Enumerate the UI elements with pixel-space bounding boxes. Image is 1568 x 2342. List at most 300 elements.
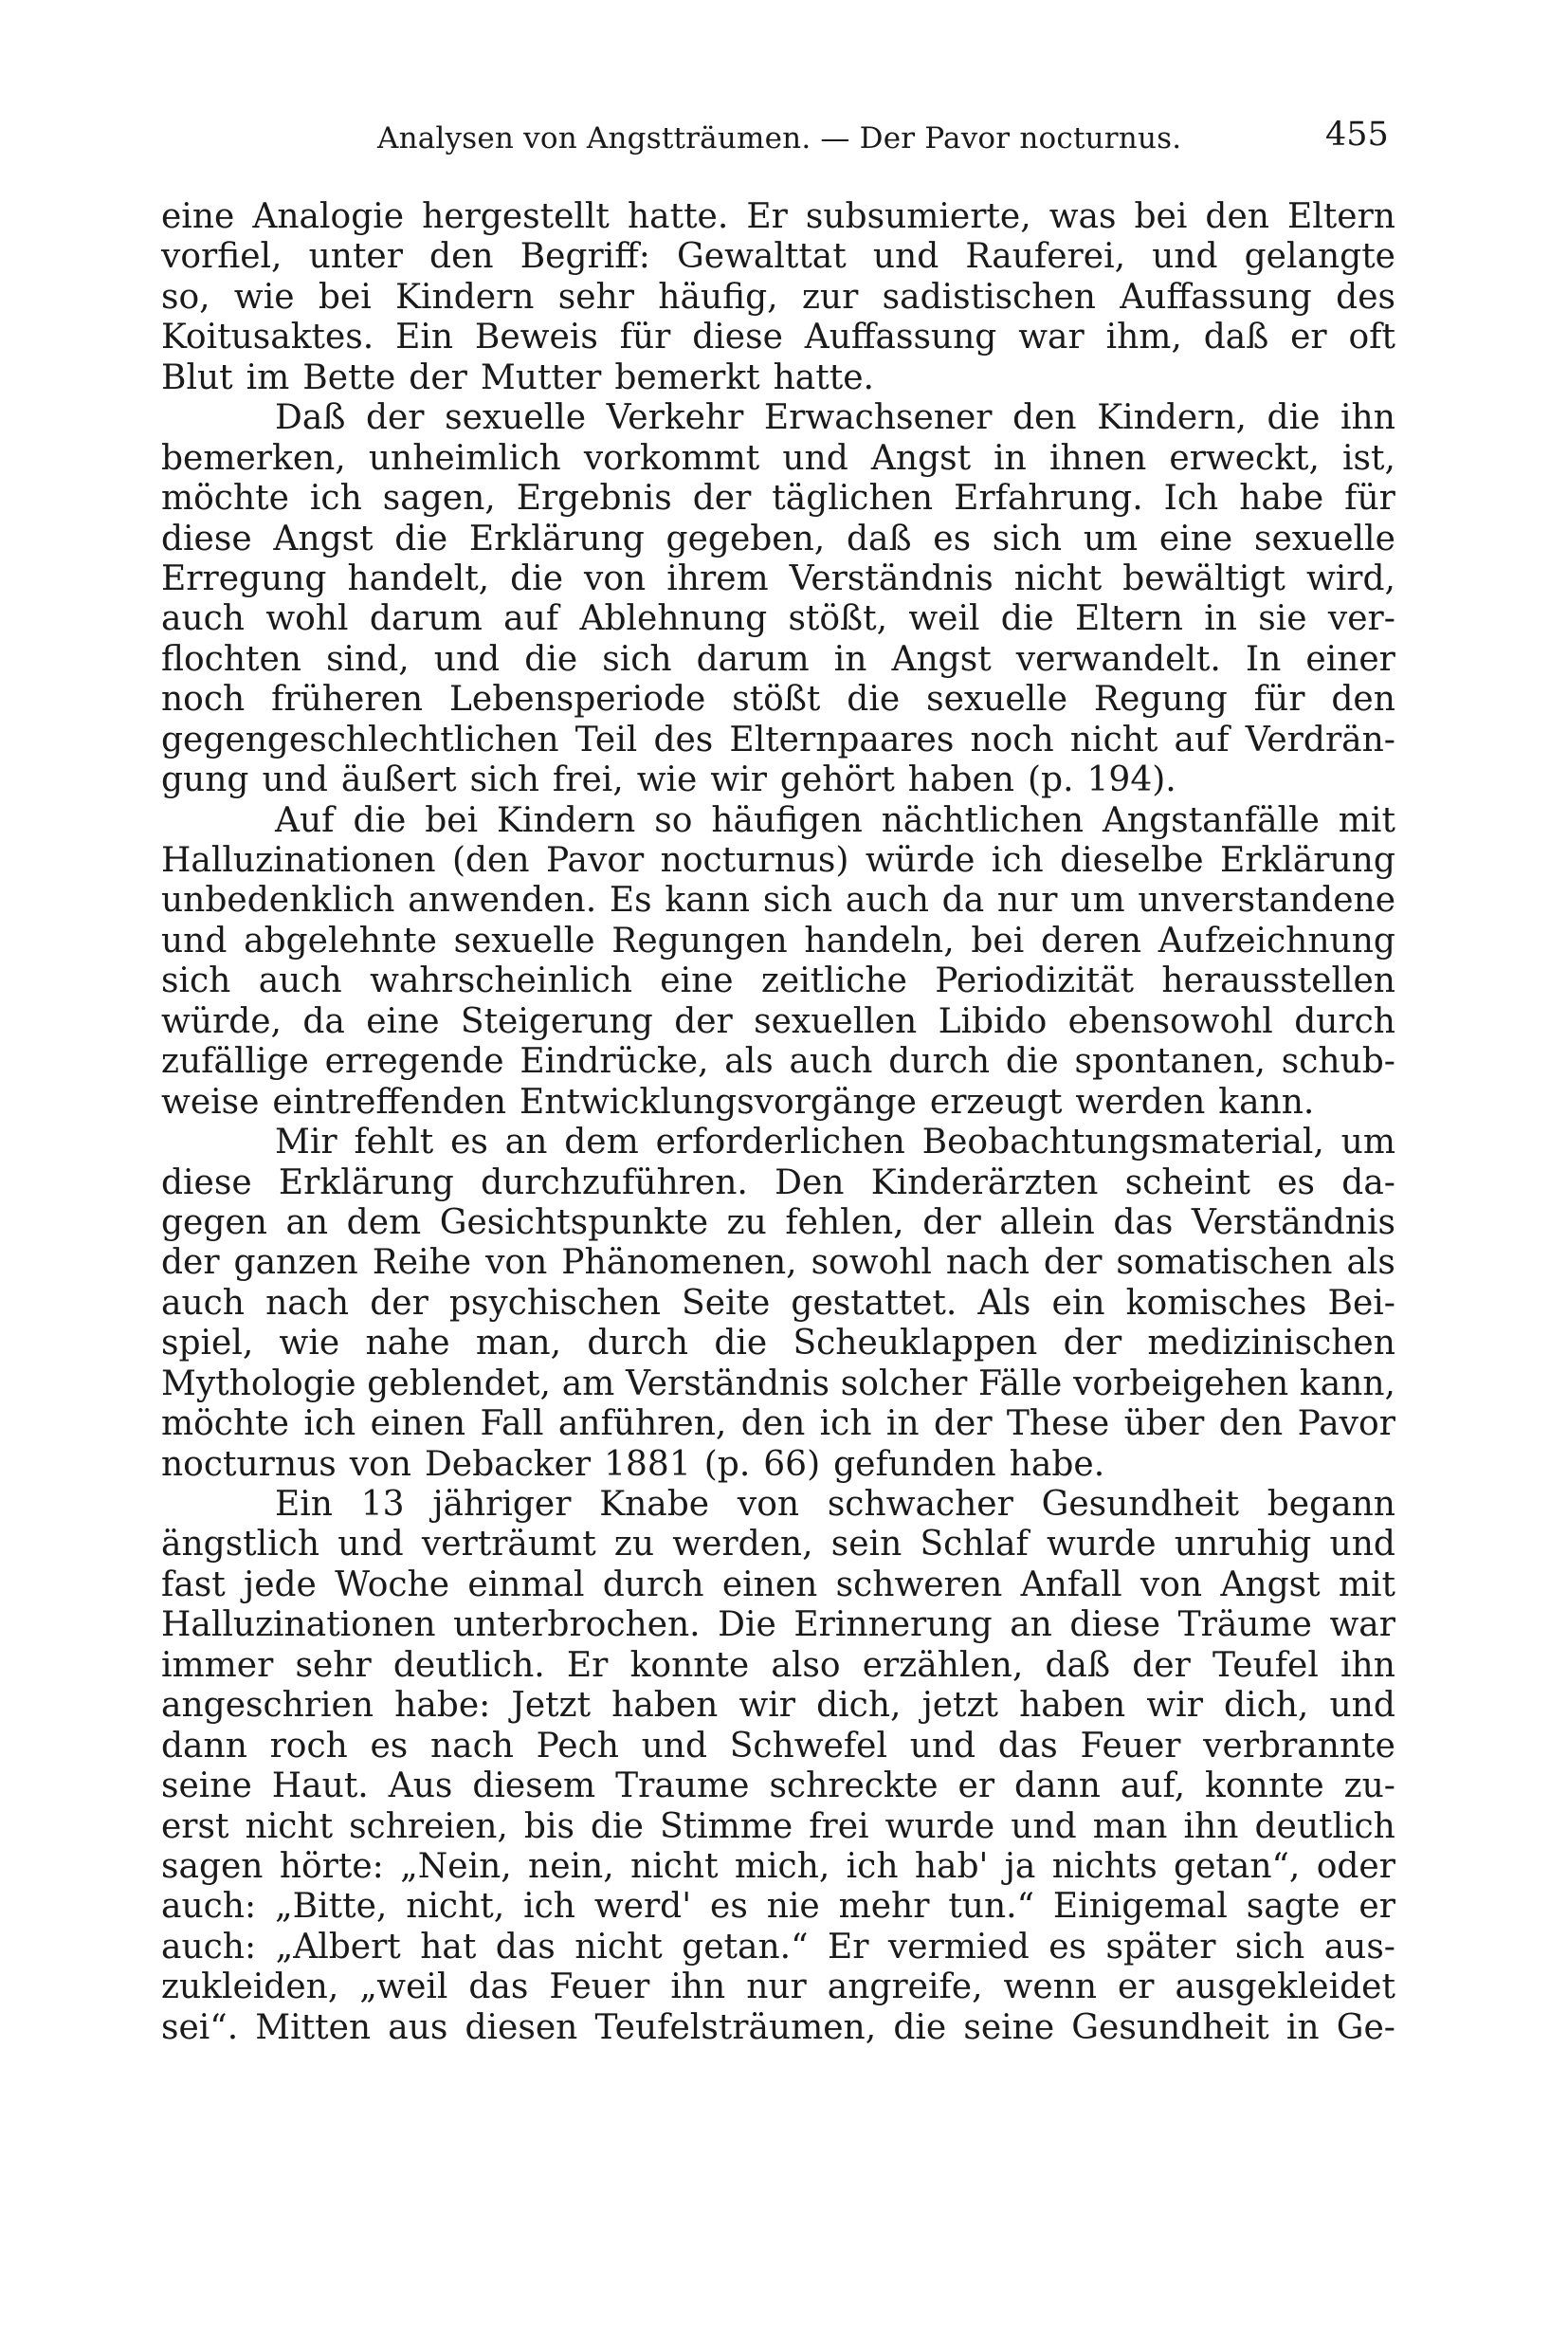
word: Elternpaares bbox=[729, 720, 955, 759]
word: den bbox=[740, 1404, 806, 1444]
word: Auf bbox=[275, 800, 335, 840]
word: habe: bbox=[394, 1686, 491, 1726]
word: durch bbox=[587, 1324, 689, 1363]
word: ver- bbox=[1327, 599, 1395, 639]
running-title: Analysen von Angstträumen. — Der Pavor nocturnus. bbox=[377, 121, 1182, 156]
word: Ge- bbox=[1336, 2007, 1395, 2047]
word: gung bbox=[161, 760, 249, 800]
word: also bbox=[771, 1645, 841, 1685]
word: frei bbox=[809, 1806, 869, 1846]
word: zufällige bbox=[161, 1042, 309, 1082]
word: Ich bbox=[1163, 479, 1219, 519]
word: bei bbox=[425, 800, 479, 840]
text-line bbox=[161, 599, 1395, 639]
word: Seite bbox=[682, 1283, 771, 1323]
word: möchte bbox=[161, 1404, 289, 1444]
word: bemerkt bbox=[614, 357, 760, 397]
word: hat bbox=[420, 1927, 477, 1967]
word: nach bbox=[429, 1726, 514, 1766]
word: Reihe bbox=[372, 1243, 472, 1283]
text-line bbox=[161, 1324, 1395, 1363]
word: da bbox=[941, 881, 985, 921]
word: hab' bbox=[914, 1846, 989, 1886]
word: der bbox=[370, 1283, 428, 1323]
word: seine bbox=[161, 1766, 252, 1806]
word: erzählen, bbox=[862, 1645, 1024, 1685]
word: verträumt bbox=[421, 1525, 596, 1564]
word: Schwefel bbox=[729, 1726, 887, 1766]
word: sagen bbox=[161, 1846, 264, 1886]
word: Er bbox=[827, 1927, 869, 1967]
text-line bbox=[161, 640, 1395, 680]
word: seine bbox=[963, 2007, 1055, 2047]
word: wahrscheinlich bbox=[370, 961, 632, 1001]
word: diese bbox=[692, 318, 783, 357]
word: wie bbox=[233, 277, 295, 317]
word: sind, bbox=[326, 639, 410, 679]
word: mit bbox=[1338, 800, 1395, 840]
word: die bbox=[1005, 1042, 1059, 1082]
word: kann, bbox=[1299, 1363, 1395, 1403]
word: es bbox=[1277, 1162, 1316, 1202]
word: deutlich bbox=[1254, 1806, 1395, 1846]
word: tun.“ bbox=[948, 1887, 1035, 1927]
word: Traume bbox=[615, 1766, 750, 1806]
word: nicht bbox=[1069, 720, 1158, 759]
word: der bbox=[409, 357, 467, 397]
word: noch bbox=[970, 720, 1054, 759]
text-line bbox=[161, 318, 1395, 357]
word: jetzt bbox=[921, 1686, 998, 1726]
word: Teufelsträumen, bbox=[594, 2007, 877, 2047]
word: Entwicklungsvorgänge bbox=[520, 1082, 917, 1122]
word: der bbox=[161, 1243, 220, 1283]
word: 194). bbox=[1086, 760, 1176, 800]
word: Teufel bbox=[1212, 1645, 1319, 1685]
word: in bbox=[1204, 599, 1237, 639]
word: angeschrien bbox=[161, 1686, 374, 1726]
page-number: 455 bbox=[1325, 116, 1389, 154]
word: wir bbox=[710, 760, 767, 800]
word: Jetzt bbox=[511, 1686, 592, 1726]
word: nach bbox=[945, 1243, 1030, 1283]
text-line bbox=[161, 841, 1395, 881]
word: weise bbox=[161, 1082, 260, 1122]
word: täglichen bbox=[772, 479, 934, 519]
word: die bbox=[893, 2007, 947, 2047]
word: unverstandene bbox=[1138, 881, 1395, 921]
word: nichts bbox=[1051, 1846, 1158, 1886]
word: ausgekleidet bbox=[1175, 1967, 1395, 2007]
word: sei“. bbox=[161, 2007, 239, 2047]
word: Erinnerung bbox=[793, 1605, 993, 1645]
word: ihm, bbox=[1105, 318, 1182, 357]
word: der bbox=[922, 1202, 981, 1242]
text-line bbox=[161, 1565, 1395, 1605]
word: häufigen bbox=[711, 800, 863, 840]
word: hörte: bbox=[279, 1846, 384, 1886]
text-line bbox=[161, 1243, 1395, 1283]
word: des bbox=[1336, 277, 1395, 317]
word: Angst bbox=[870, 438, 972, 478]
word: der bbox=[933, 1404, 993, 1444]
word: auch bbox=[161, 1283, 245, 1323]
word: einen bbox=[721, 1564, 818, 1604]
word: nein, bbox=[528, 1846, 614, 1886]
word: gegengeschlechtlichen bbox=[161, 720, 559, 759]
word: er bbox=[1290, 318, 1327, 357]
word: die bbox=[524, 639, 578, 679]
word: und bbox=[1011, 1806, 1077, 1846]
word: angreife, bbox=[827, 1967, 983, 2007]
word: haben bbox=[611, 1686, 719, 1726]
word: stößt, bbox=[788, 599, 888, 639]
word: sich bbox=[602, 639, 672, 679]
word: ganzen bbox=[233, 1243, 358, 1283]
text-line bbox=[161, 922, 1395, 961]
word: Beweis bbox=[474, 318, 598, 357]
text-line bbox=[161, 1967, 1395, 2007]
text-line bbox=[161, 961, 1395, 1001]
word: dieselbe bbox=[1060, 841, 1204, 880]
word: in bbox=[833, 639, 867, 679]
word: durch bbox=[1294, 1001, 1395, 1041]
word: 66) bbox=[763, 1444, 821, 1484]
word: schweren bbox=[835, 1564, 1003, 1604]
word: war bbox=[1018, 318, 1085, 357]
word: darum bbox=[369, 599, 483, 639]
word: Ein bbox=[275, 1485, 333, 1524]
word: Als bbox=[977, 1283, 1031, 1323]
word: jähriger bbox=[432, 1485, 572, 1524]
word: nicht bbox=[1013, 558, 1103, 598]
word: erzeugt bbox=[929, 1082, 1063, 1122]
text-line bbox=[161, 2008, 1395, 2048]
word: von bbox=[584, 558, 647, 598]
word: des bbox=[653, 720, 714, 759]
word: haben bbox=[907, 760, 1014, 800]
word: sich bbox=[469, 760, 539, 800]
word: Mythologie bbox=[161, 1363, 356, 1403]
word: mit bbox=[1338, 1564, 1395, 1604]
word: subsumierte, bbox=[805, 197, 1031, 236]
word: wurde bbox=[1047, 1525, 1157, 1564]
word: Koitusaktes. bbox=[161, 318, 374, 357]
word: medizinischen bbox=[1147, 1324, 1395, 1363]
word: von bbox=[485, 1243, 548, 1283]
word: unruhig bbox=[1174, 1525, 1312, 1564]
word: Teil bbox=[574, 720, 638, 759]
word: Verdrän- bbox=[1245, 720, 1395, 759]
word: werden, bbox=[672, 1525, 813, 1564]
word: als bbox=[1346, 1243, 1395, 1283]
word: zur bbox=[801, 277, 859, 317]
word: ich bbox=[819, 1404, 872, 1444]
text-line bbox=[161, 439, 1395, 479]
word: auf, bbox=[1120, 1766, 1186, 1806]
text-line bbox=[161, 1847, 1395, 1887]
word: und bbox=[641, 1726, 708, 1766]
word: diesem bbox=[472, 1766, 596, 1806]
text-line bbox=[161, 1083, 1395, 1123]
word: den bbox=[429, 237, 494, 277]
word: nocturnus) bbox=[660, 841, 849, 880]
word: spiel, bbox=[161, 1324, 254, 1363]
word: erforderlichen bbox=[655, 1123, 905, 1162]
word: über bbox=[1123, 1404, 1205, 1444]
word: Halluzinationen bbox=[161, 841, 436, 880]
text-line bbox=[161, 1203, 1395, 1243]
word: diese bbox=[161, 1162, 252, 1202]
word: unbedenklich bbox=[161, 881, 395, 921]
word: den bbox=[1205, 197, 1269, 236]
word: gegen bbox=[161, 1202, 267, 1242]
word: Begriff: bbox=[520, 237, 650, 277]
word: Erwachsener bbox=[763, 398, 993, 438]
text-line bbox=[161, 278, 1395, 318]
word: Knabe bbox=[599, 1485, 710, 1524]
word: es bbox=[450, 1123, 488, 1162]
word: nicht bbox=[574, 1927, 663, 1967]
word: die bbox=[591, 1806, 644, 1846]
word: ich bbox=[303, 1404, 356, 1444]
word: schub- bbox=[1281, 1042, 1395, 1082]
word: auf bbox=[503, 599, 559, 639]
word: unter bbox=[308, 237, 403, 277]
word: habe bbox=[1239, 479, 1324, 519]
text-line bbox=[161, 1807, 1395, 1847]
word: so bbox=[654, 800, 693, 840]
word: wohl bbox=[265, 599, 349, 639]
word: spontanen, bbox=[1074, 1042, 1266, 1082]
word: nicht bbox=[245, 1806, 334, 1846]
word: und bbox=[1152, 237, 1218, 277]
text-line bbox=[161, 721, 1395, 760]
word: deutlich. bbox=[392, 1645, 545, 1685]
text-line bbox=[161, 1766, 1395, 1806]
word: Woche bbox=[335, 1564, 450, 1604]
word: Scheuklappen bbox=[793, 1324, 1038, 1363]
word: konnte bbox=[629, 1645, 750, 1685]
word: bewältigt bbox=[1122, 558, 1285, 598]
word: zu bbox=[613, 1525, 655, 1564]
word: Kindern, bbox=[1097, 398, 1247, 438]
word: den bbox=[1331, 680, 1395, 720]
word: einen bbox=[370, 1404, 466, 1444]
word: begann bbox=[1267, 1485, 1395, 1524]
word: habe. bbox=[1009, 1444, 1105, 1484]
word: verbrannte bbox=[1203, 1726, 1395, 1766]
word: bei bbox=[318, 277, 372, 317]
word: abgelehnte bbox=[244, 921, 437, 961]
word: das bbox=[997, 1726, 1058, 1766]
word: einer bbox=[1305, 639, 1395, 679]
word: wir bbox=[1146, 1686, 1203, 1726]
text-line bbox=[161, 1284, 1395, 1324]
word: handelt, bbox=[347, 558, 490, 598]
word: auch bbox=[845, 881, 929, 921]
word: für bbox=[1344, 479, 1395, 519]
word: Daß bbox=[275, 398, 346, 438]
word: Lebensperiode bbox=[448, 680, 706, 720]
word: konnte bbox=[1205, 1766, 1324, 1806]
word: getan.“ bbox=[682, 1927, 809, 1967]
word: Blut bbox=[161, 357, 233, 397]
word: Einigemal bbox=[1052, 1887, 1228, 1927]
word: Gesundheit bbox=[1041, 1485, 1239, 1524]
word: Pech bbox=[536, 1726, 619, 1766]
word: im bbox=[246, 357, 290, 397]
word: ihrem bbox=[666, 558, 769, 598]
text-line bbox=[161, 1002, 1395, 1042]
word: These bbox=[1006, 1404, 1110, 1444]
word: an bbox=[1010, 1605, 1052, 1645]
word: Pavor bbox=[1297, 1404, 1395, 1444]
word: sagen, bbox=[382, 479, 496, 519]
word: eine bbox=[366, 1001, 440, 1041]
word: Beobachtungsmaterial, bbox=[921, 1123, 1324, 1162]
word: die bbox=[847, 680, 901, 720]
word: wie bbox=[636, 760, 698, 800]
word: als bbox=[724, 1042, 774, 1082]
word: Eltern bbox=[1287, 197, 1395, 236]
word: früheren bbox=[271, 680, 424, 720]
word: Aufzeichnung bbox=[1158, 921, 1395, 961]
word: Aus bbox=[388, 1766, 453, 1806]
word: scheint bbox=[1124, 1162, 1250, 1202]
word: das bbox=[468, 1967, 529, 2007]
word: ich bbox=[846, 1846, 899, 1886]
word: dem bbox=[346, 1202, 422, 1242]
word: gegeben, bbox=[665, 519, 826, 558]
word: das bbox=[495, 1927, 556, 1967]
word: gehört bbox=[779, 760, 895, 800]
word: unheimlich bbox=[368, 438, 561, 478]
word: zeitliche bbox=[760, 961, 907, 1001]
word: Phänomenen, bbox=[561, 1243, 797, 1283]
word: der bbox=[1043, 1243, 1103, 1283]
word: ich bbox=[523, 1887, 575, 1927]
word: zukleiden, bbox=[161, 1967, 339, 2007]
word: hergestellt bbox=[422, 197, 610, 236]
text-line bbox=[161, 1525, 1395, 1564]
word: ist, bbox=[1342, 438, 1395, 478]
word: äußert bbox=[340, 760, 457, 800]
text-line bbox=[161, 1887, 1395, 1927]
word: sadistischen bbox=[882, 277, 1096, 317]
word: wird, bbox=[1305, 558, 1395, 598]
word: war bbox=[1329, 1605, 1395, 1645]
word: Feuer bbox=[549, 1967, 650, 2007]
text-line bbox=[161, 559, 1395, 599]
word: und bbox=[161, 921, 228, 961]
word: schreckte bbox=[769, 1766, 939, 1806]
word: so, bbox=[161, 277, 210, 317]
word: schwacher bbox=[827, 1485, 1013, 1524]
word: die bbox=[1267, 398, 1321, 438]
word: und bbox=[337, 1525, 404, 1564]
word: möchte bbox=[161, 479, 289, 519]
word: die bbox=[1000, 599, 1054, 639]
word: fehlt bbox=[354, 1123, 434, 1162]
word: Bette bbox=[302, 357, 396, 397]
word: einmal bbox=[467, 1564, 585, 1604]
word: vermied bbox=[887, 1927, 1030, 1967]
word: sexuelle bbox=[1253, 519, 1395, 558]
word: man bbox=[1092, 1806, 1168, 1846]
word: Angst bbox=[1220, 1564, 1321, 1604]
word: dich, bbox=[1224, 1686, 1309, 1726]
word: ihn bbox=[1340, 398, 1395, 438]
word: weil bbox=[908, 599, 980, 639]
body-text bbox=[161, 197, 1395, 2048]
word: nocturnus bbox=[161, 1444, 337, 1484]
word: ihn bbox=[1340, 1645, 1395, 1685]
word: kann. bbox=[1218, 1082, 1315, 1122]
word: wurde bbox=[884, 1806, 995, 1846]
word: geblendet, bbox=[367, 1363, 551, 1403]
word: von bbox=[349, 1444, 411, 1484]
word: Kinderärzten bbox=[870, 1162, 1099, 1202]
word: psychischen bbox=[448, 1283, 661, 1323]
text-line bbox=[161, 1928, 1395, 1967]
word: sich bbox=[161, 961, 231, 1001]
word: Anfall bbox=[1020, 1564, 1122, 1604]
word: gefunden bbox=[833, 1444, 996, 1484]
word: mehr bbox=[838, 1887, 930, 1927]
text-line bbox=[161, 237, 1395, 277]
word: Regung bbox=[1093, 680, 1228, 720]
word: Mutter bbox=[480, 357, 602, 397]
word: anwenden. bbox=[408, 881, 597, 921]
word: er bbox=[1358, 1887, 1395, 1927]
text-line bbox=[161, 801, 1395, 841]
word: er bbox=[1117, 1967, 1155, 2007]
word: verwandelt. bbox=[1015, 639, 1221, 679]
word: dich, bbox=[816, 1686, 902, 1726]
word: Ein bbox=[395, 318, 454, 357]
text-line bbox=[161, 1042, 1395, 1082]
word: daß bbox=[846, 519, 912, 558]
word: Verständnis bbox=[1191, 1202, 1395, 1242]
word: ein bbox=[1051, 1283, 1105, 1323]
word: sich bbox=[992, 519, 1063, 558]
word: nie bbox=[766, 1887, 820, 1927]
word: auf bbox=[1174, 720, 1230, 759]
word: die bbox=[353, 800, 407, 840]
text-line bbox=[161, 520, 1395, 559]
word: ebensowohl bbox=[1067, 1001, 1273, 1041]
word: ich bbox=[991, 841, 1044, 880]
word: dann bbox=[161, 1726, 247, 1766]
word: Angst bbox=[891, 639, 992, 679]
word: durch bbox=[888, 1042, 991, 1082]
word: wir bbox=[738, 1686, 795, 1726]
word: Gewalttat bbox=[677, 237, 847, 277]
word: nicht bbox=[630, 1846, 719, 1886]
word: und bbox=[262, 760, 328, 800]
word: auch bbox=[161, 599, 245, 639]
word: Kindern bbox=[497, 800, 636, 840]
word: sexuelle bbox=[453, 921, 595, 961]
text-line bbox=[161, 197, 1395, 237]
word: Pavor bbox=[545, 841, 645, 880]
word: gelangte bbox=[1244, 237, 1395, 277]
word: noch bbox=[161, 680, 246, 720]
word: es bbox=[933, 519, 972, 558]
word: ja bbox=[1004, 1846, 1036, 1886]
word: es bbox=[370, 1726, 409, 1766]
